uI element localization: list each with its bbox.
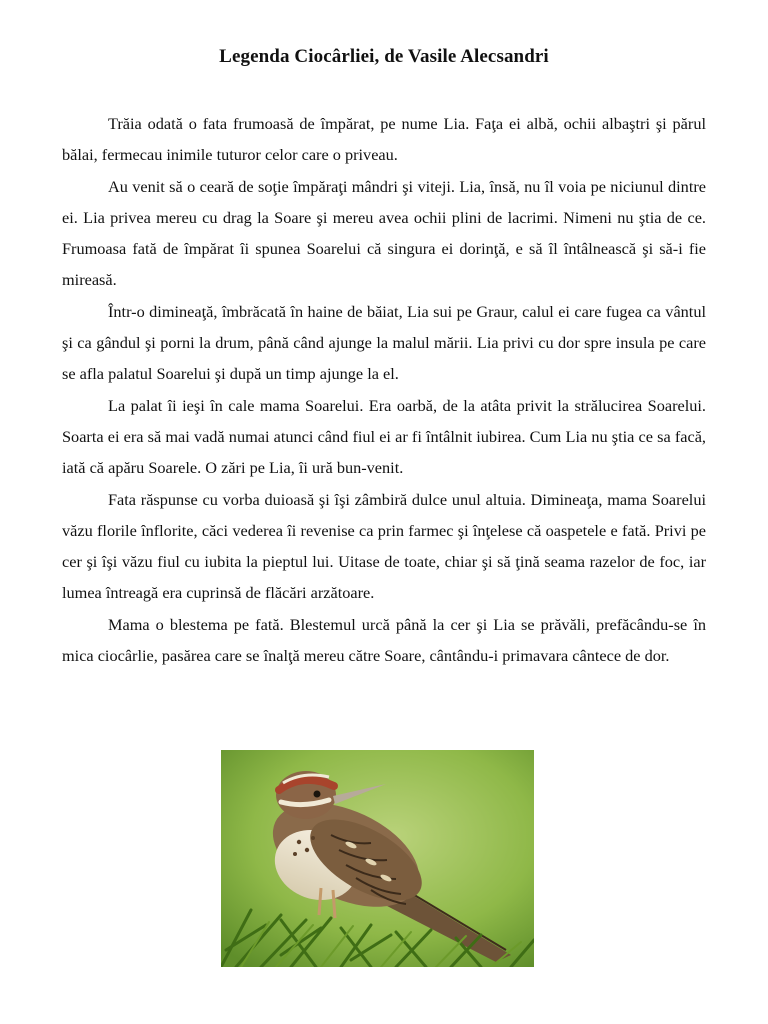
paragraph-3: Într-o dimineaţă, îmbrăcată în haine de băiat, Lia sui pe Graur, calul ei care fugea ca vântul şi ca gândul şi porni la drum, până când ajunge la malul mării. Lia privi cu dor spre insula pe care se afla palatul Soarelui şi după un timp ajunge la el. — [62, 301, 706, 384]
paragraph-4: La palat îi ieşi în cale mama Soarelui. Era oarbă, de la atâta privit la strălucirea Soarelui. Soarta ei era să mai vadă numai atunci când fiul ei ar fi întâlnit iubirea. Cum Lia nu ştia ce sa facă, iată că apăru Soarele. O zări pe Lia, îi ură bun-venit. — [62, 395, 706, 478]
paragraph-2: Au venit să o ceară de soţie împăraţi mândri şi viteji. Lia, însă, nu îl voia pe niciunul dintre ei. Lia privea mereu cu drag la Soare şi mereu avea ochii plini de lacrimi. Nimeni nu ştia de ce. Frumoasa fată de împărat îi spunea Soarelui că singura ei dorinţă, e să îl întâlnească şi să-i fie mireasă. — [62, 176, 706, 290]
paragraph-5: Fata răspunse cu vorba duioasă şi îşi zâmbiră dulce unul altuia. Dimineaţa, mama Soarelui văzu florile înflorite, căci vederea îi revenise ca prin farmec şi înţelese că oaspetele e fată. Privi pe cer şi îşi văzu fiul cu iubita la pieptul lui. Uitase de toate, chiar şi să ţină seama razelor de foc, iar lumea întreagă era cuprinsă de flăcări arzătoare. — [62, 489, 706, 603]
page-title: Legenda Ciocârliei, de Vasile Alecsandri — [219, 46, 549, 67]
lark-bird-illustration — [221, 750, 534, 967]
paragraph-1: Trăia odată o fata frumoasă de împărat, pe nume Lia. Faţa ei albă, ochii albaştri şi părul bălai, fermecau inimile tuturor celor care o priveau. — [62, 114, 706, 165]
story-body — [62, 108, 706, 671]
paragraph-6: Mama o blestema pe fată. Blestemul urcă până la cer şi Lia se prăvăli, prefăcându-se în mica ciocârlie, pasărea care se înalţă mereu către Soare, cântându-i primavara cântece de dor. — [62, 614, 706, 666]
lark-bird-photo — [221, 750, 534, 967]
